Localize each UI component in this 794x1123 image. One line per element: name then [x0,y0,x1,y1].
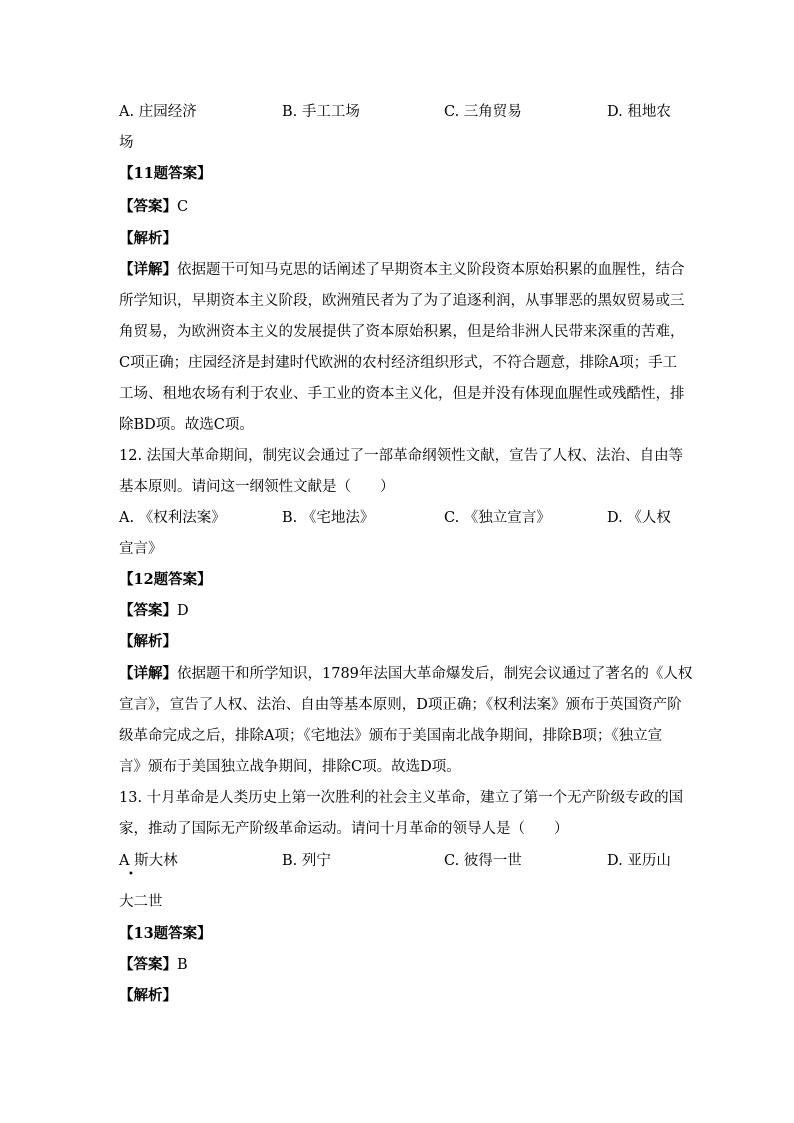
q11-detail-line: 角贸易，为欧洲资本主义的发展提供了资本原始积累，但是给非洲人民带来深重的苦难， [119,324,685,340]
q13-option-b: B. 列宁 [282,853,331,869]
q12-detail-label: 【详解】 [119,665,177,682]
q12-detail-line: 言》颁布于美国独立战争期间，排除C项。故选D项。 [119,759,461,775]
q12-option-b: B. 《宅地法》 [282,510,375,526]
q13-section-header: 【13题答案】 [119,925,212,942]
q13-option-a: A 斯大林 [119,853,178,869]
q11-section-header: 【11题答案】 [119,165,212,182]
q11-option-wrap: 场 [119,135,134,151]
q11-option-b: B. 手工工场 [282,104,360,120]
q13-answer-line [119,955,188,975]
q12-stem-line: 基本原则。请问这一纲领性文献是（ ） [119,479,395,495]
q13-answer-value: B [177,957,188,973]
q12-detail-line: 宣言》，宣告了人权、法治、自由等基本原则，D项正确；《权利法案》颁布于英国资产阶 [119,697,682,713]
q11-option-c: C. 三角贸易 [444,104,522,120]
q12-option-d: D. 《人权 [607,510,671,526]
q12-option-wrap: 宣言》 [119,541,163,557]
q12-stem-line: 12. 法国大革命期间，制宪议会通过了一部革命纲领性文献，宣告了人权、法治、自由等 [119,448,684,464]
q12-detail-line: 级革命完成之后，排除A项；《宅地法》颁布于美国南北战争期间，排除B项；《独立宣 [119,728,663,744]
q12-answer-value: D [177,603,189,619]
q13-option-wrap: 大二世 [119,894,163,910]
q11-option-a: A. 庄园经济 [119,104,197,120]
q11-answer-value: C [177,199,189,215]
q12-answer-line [119,601,189,621]
q12-option-a: A. 《权利法案》 [119,510,226,526]
q13-option-d: D. 亚历山 [607,853,671,869]
q13-stem-line: 家，推动了国际无产阶级革命运动。请问十月革命的领导人是（ ） [119,821,569,837]
q11-detail-line: 所学知识，早期资本主义阶段，欧洲殖民者为了为了追逐利润，从事罪恶的黑奴贸易或三 [119,293,685,309]
q12-answer-label: 【答案】 [119,602,177,619]
q13-analysis-label: 【解析】 [119,987,177,1004]
q11-answer-line [119,197,188,217]
bullet-dot-icon: • [128,869,134,880]
q11-answer-label: 【答案】 [119,198,177,215]
q12-analysis-label: 【解析】 [119,633,177,650]
q13-option-c: C. 彼得一世 [444,853,522,869]
q11-detail-line: 【详解】依据题干可知马克思的话阐述了早期资本主义阶段资本原始积累的血腥性，结合 [119,261,685,278]
q13-stem-line: 13. 十月革命是人类历史上第一次胜利的社会主义革命，建立了第一个无产阶级专政的国 [119,790,684,806]
q13-answer-label: 【答案】 [119,956,177,973]
q11-detail-line: C项正确；庄园经济是封建时代欧洲的农村经济组织形式，不符合题意，排除A项；手工 [119,355,678,371]
q12-section-header: 【12题答案】 [119,571,212,588]
q11-detail-label: 【详解】 [119,261,177,278]
q11-detail-line: 工场、租地农场有利于农业、手工业的资本主义化，但是并没有体现血腥性或残酷性，排 [119,386,685,402]
q12-detail-line: 【详解】依据题干和所学知识，1789年法国大革命爆发后，制宪会议通过了著名的《人权 [119,665,693,682]
q12-option-c: C. 《独立宣言》 [444,510,551,526]
q11-detail-line: 除BD项。故选C项。 [119,417,254,433]
q11-option-d: D. 租地农 [607,104,671,120]
q11-analysis-label: 【解析】 [119,230,177,247]
